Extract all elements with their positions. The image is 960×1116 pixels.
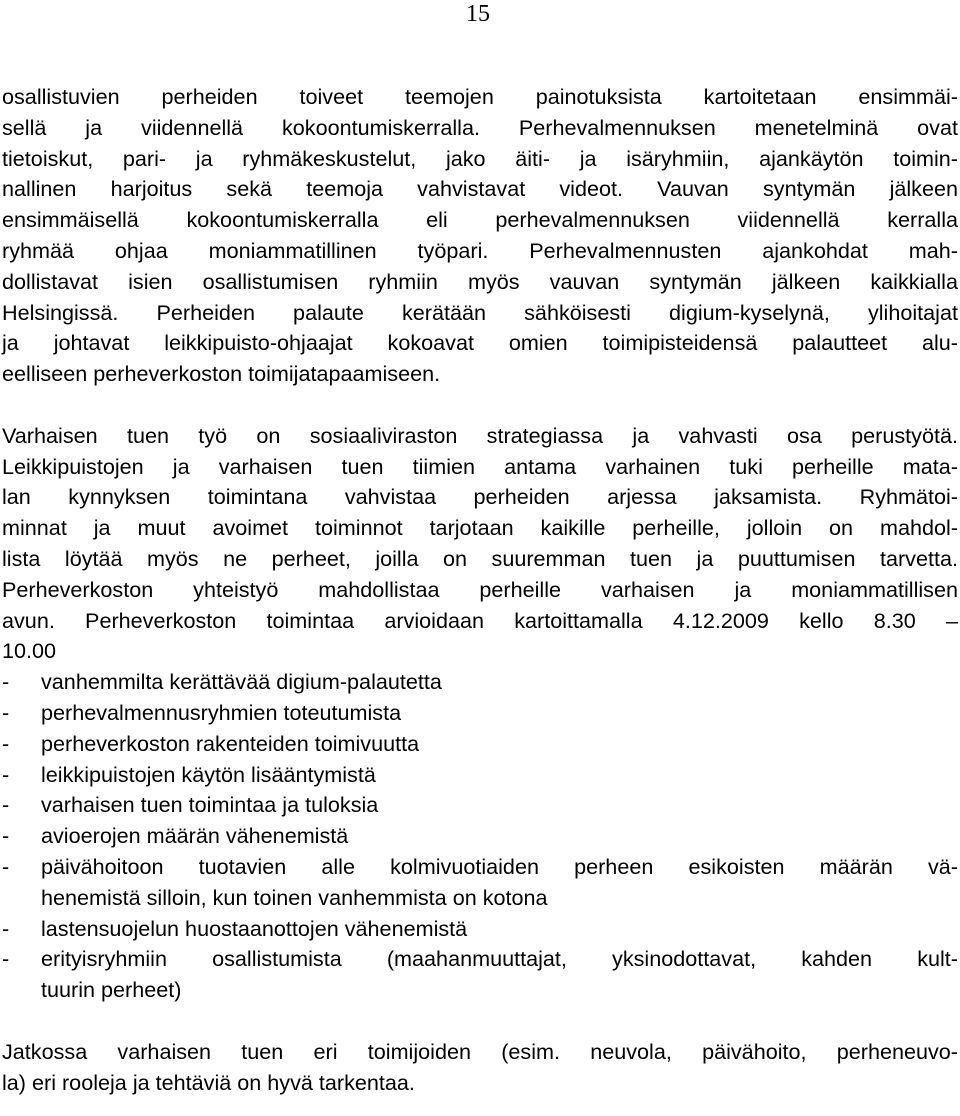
text-line: la) eri rooleja ja tehtäviä on hyvä tarkentaa. bbox=[2, 1069, 415, 1095]
text-line: 10.00 bbox=[2, 638, 57, 664]
text-line: osallistuvien perheiden toiveet teemojen painotuksista kartoitetaan ensimmäi- bbox=[2, 84, 958, 109]
list-item bbox=[2, 729, 958, 760]
text-line: sellä ja viidennellä kokoontumiskerralla. Perhevalmennuksen menetelminä ovat bbox=[2, 114, 958, 140]
text-line: Perheverkoston yhteistyö mahdollistaa perheille varhaisen ja moniammatillisen bbox=[2, 576, 958, 602]
list-dash: - bbox=[2, 669, 10, 695]
text-line: dollistavat isien osallistumisen ryhmiin myös vauvan syntymän jälkeen kaikkialla bbox=[2, 268, 958, 294]
list-dash: - bbox=[2, 699, 10, 725]
list-item bbox=[2, 760, 958, 791]
list-item bbox=[2, 914, 958, 945]
list-dash: - bbox=[2, 792, 10, 818]
document-body bbox=[2, 82, 958, 1098]
list-item-text: henemistä silloin, kun toinen vanhemmista on kotona bbox=[41, 884, 548, 910]
paragraph-2 bbox=[2, 421, 958, 667]
paragraph-3 bbox=[2, 1037, 958, 1099]
text-line: ja johtavat leikkipuisto-ohjaajat kokoavat omien toimipisteidensä palautteet alu- bbox=[2, 330, 958, 356]
list-item-text: erityisryhmiin osallistumista (maahanmuuttajat, yksinodottavat, kahden kult- bbox=[41, 946, 958, 972]
paragraph-gap bbox=[2, 390, 958, 421]
list-dash: - bbox=[2, 853, 10, 879]
text-line: Jatkossa varhaisen tuen eri toimijoiden (esim. neuvola, päivähoito, perheneuvo- bbox=[2, 1038, 958, 1064]
evaluation-list bbox=[2, 667, 958, 1006]
list-item-text: päivähoitoon tuotavien alle kolmivuotiaiden perheen esikoisten määrän vä- bbox=[41, 853, 958, 879]
text-line: lista löytää myös ne perheet, joilla on suuremman tuen ja puuttumisen tarvetta. bbox=[2, 545, 958, 571]
list-dash: - bbox=[2, 946, 10, 972]
paragraph-1 bbox=[2, 82, 958, 390]
list-item bbox=[2, 790, 958, 821]
list-item-text: vanhemmilta kerättävää digium-palautetta bbox=[41, 669, 442, 695]
text-line: tietoiskut, pari- ja ryhmäkeskustelut, jako äiti- ja isäryhmiin, ajankäytön toimin- bbox=[2, 145, 958, 171]
text-line: minnat ja muut avoimet toiminnot tarjotaan kaikille perheille, jolloin on mahdol- bbox=[2, 515, 958, 541]
page-number: 15 bbox=[466, 1, 490, 27]
list-item-text: varhaisen tuen toimintaa ja tuloksia bbox=[41, 792, 379, 818]
list-item bbox=[2, 667, 958, 698]
list-dash: - bbox=[2, 915, 10, 941]
paragraph-gap bbox=[2, 1006, 958, 1037]
text-line: avun. Perheverkoston toimintaa arvioidaan kartoittamalla 4.12.2009 kello 8.30 – bbox=[2, 607, 958, 633]
list-item-text: lastensuojelun huostaanottojen vähenemistä bbox=[41, 915, 468, 941]
text-line: Helsingissä. Perheiden palaute kerätään sähköisesti digium-kyselynä, ylihoitajat bbox=[2, 299, 958, 325]
list-item bbox=[2, 821, 958, 852]
list-item bbox=[2, 944, 958, 1006]
list-dash: - bbox=[2, 761, 10, 787]
list-item bbox=[2, 698, 958, 729]
list-dash: - bbox=[2, 823, 10, 849]
list-item-text: perheverkoston rakenteiden toimivuutta bbox=[41, 730, 420, 756]
text-line: eelliseen perheverkoston toimijatapaamiseen. bbox=[2, 361, 441, 387]
text-line: ryhmää ohjaa moniammatillinen työpari. Perhevalmennusten ajankohdat mah- bbox=[2, 237, 958, 263]
text-line: ensimmäisellä kokoontumiskerralla eli perhevalmennuksen viidennellä kerralla bbox=[2, 207, 958, 233]
list-item bbox=[2, 852, 958, 914]
list-dash: - bbox=[2, 730, 10, 756]
list-item-text: perhevalmennusryhmien toteutumista bbox=[41, 699, 402, 725]
text-line: nallinen harjoitus sekä teemoja vahvistavat videot. Vauvan syntymän jälkeen bbox=[2, 176, 958, 202]
text-line: Varhaisen tuen työ on sosiaaliviraston strategiassa ja vahvasti osa perustyötä. bbox=[2, 422, 958, 448]
list-item-text: leikkipuistojen käytön lisääntymistä bbox=[41, 761, 376, 787]
list-item-text: avioerojen määrän vähenemistä bbox=[41, 823, 349, 849]
text-line: Leikkipuistojen ja varhaisen tuen tiimien antama varhainen tuki perheille mata- bbox=[2, 453, 958, 479]
list-item-text: tuurin perheet) bbox=[41, 977, 182, 1003]
text-line: lan kynnyksen toimintana vahvistaa perheiden arjessa jaksamista. Ryhmätoi- bbox=[2, 484, 958, 510]
